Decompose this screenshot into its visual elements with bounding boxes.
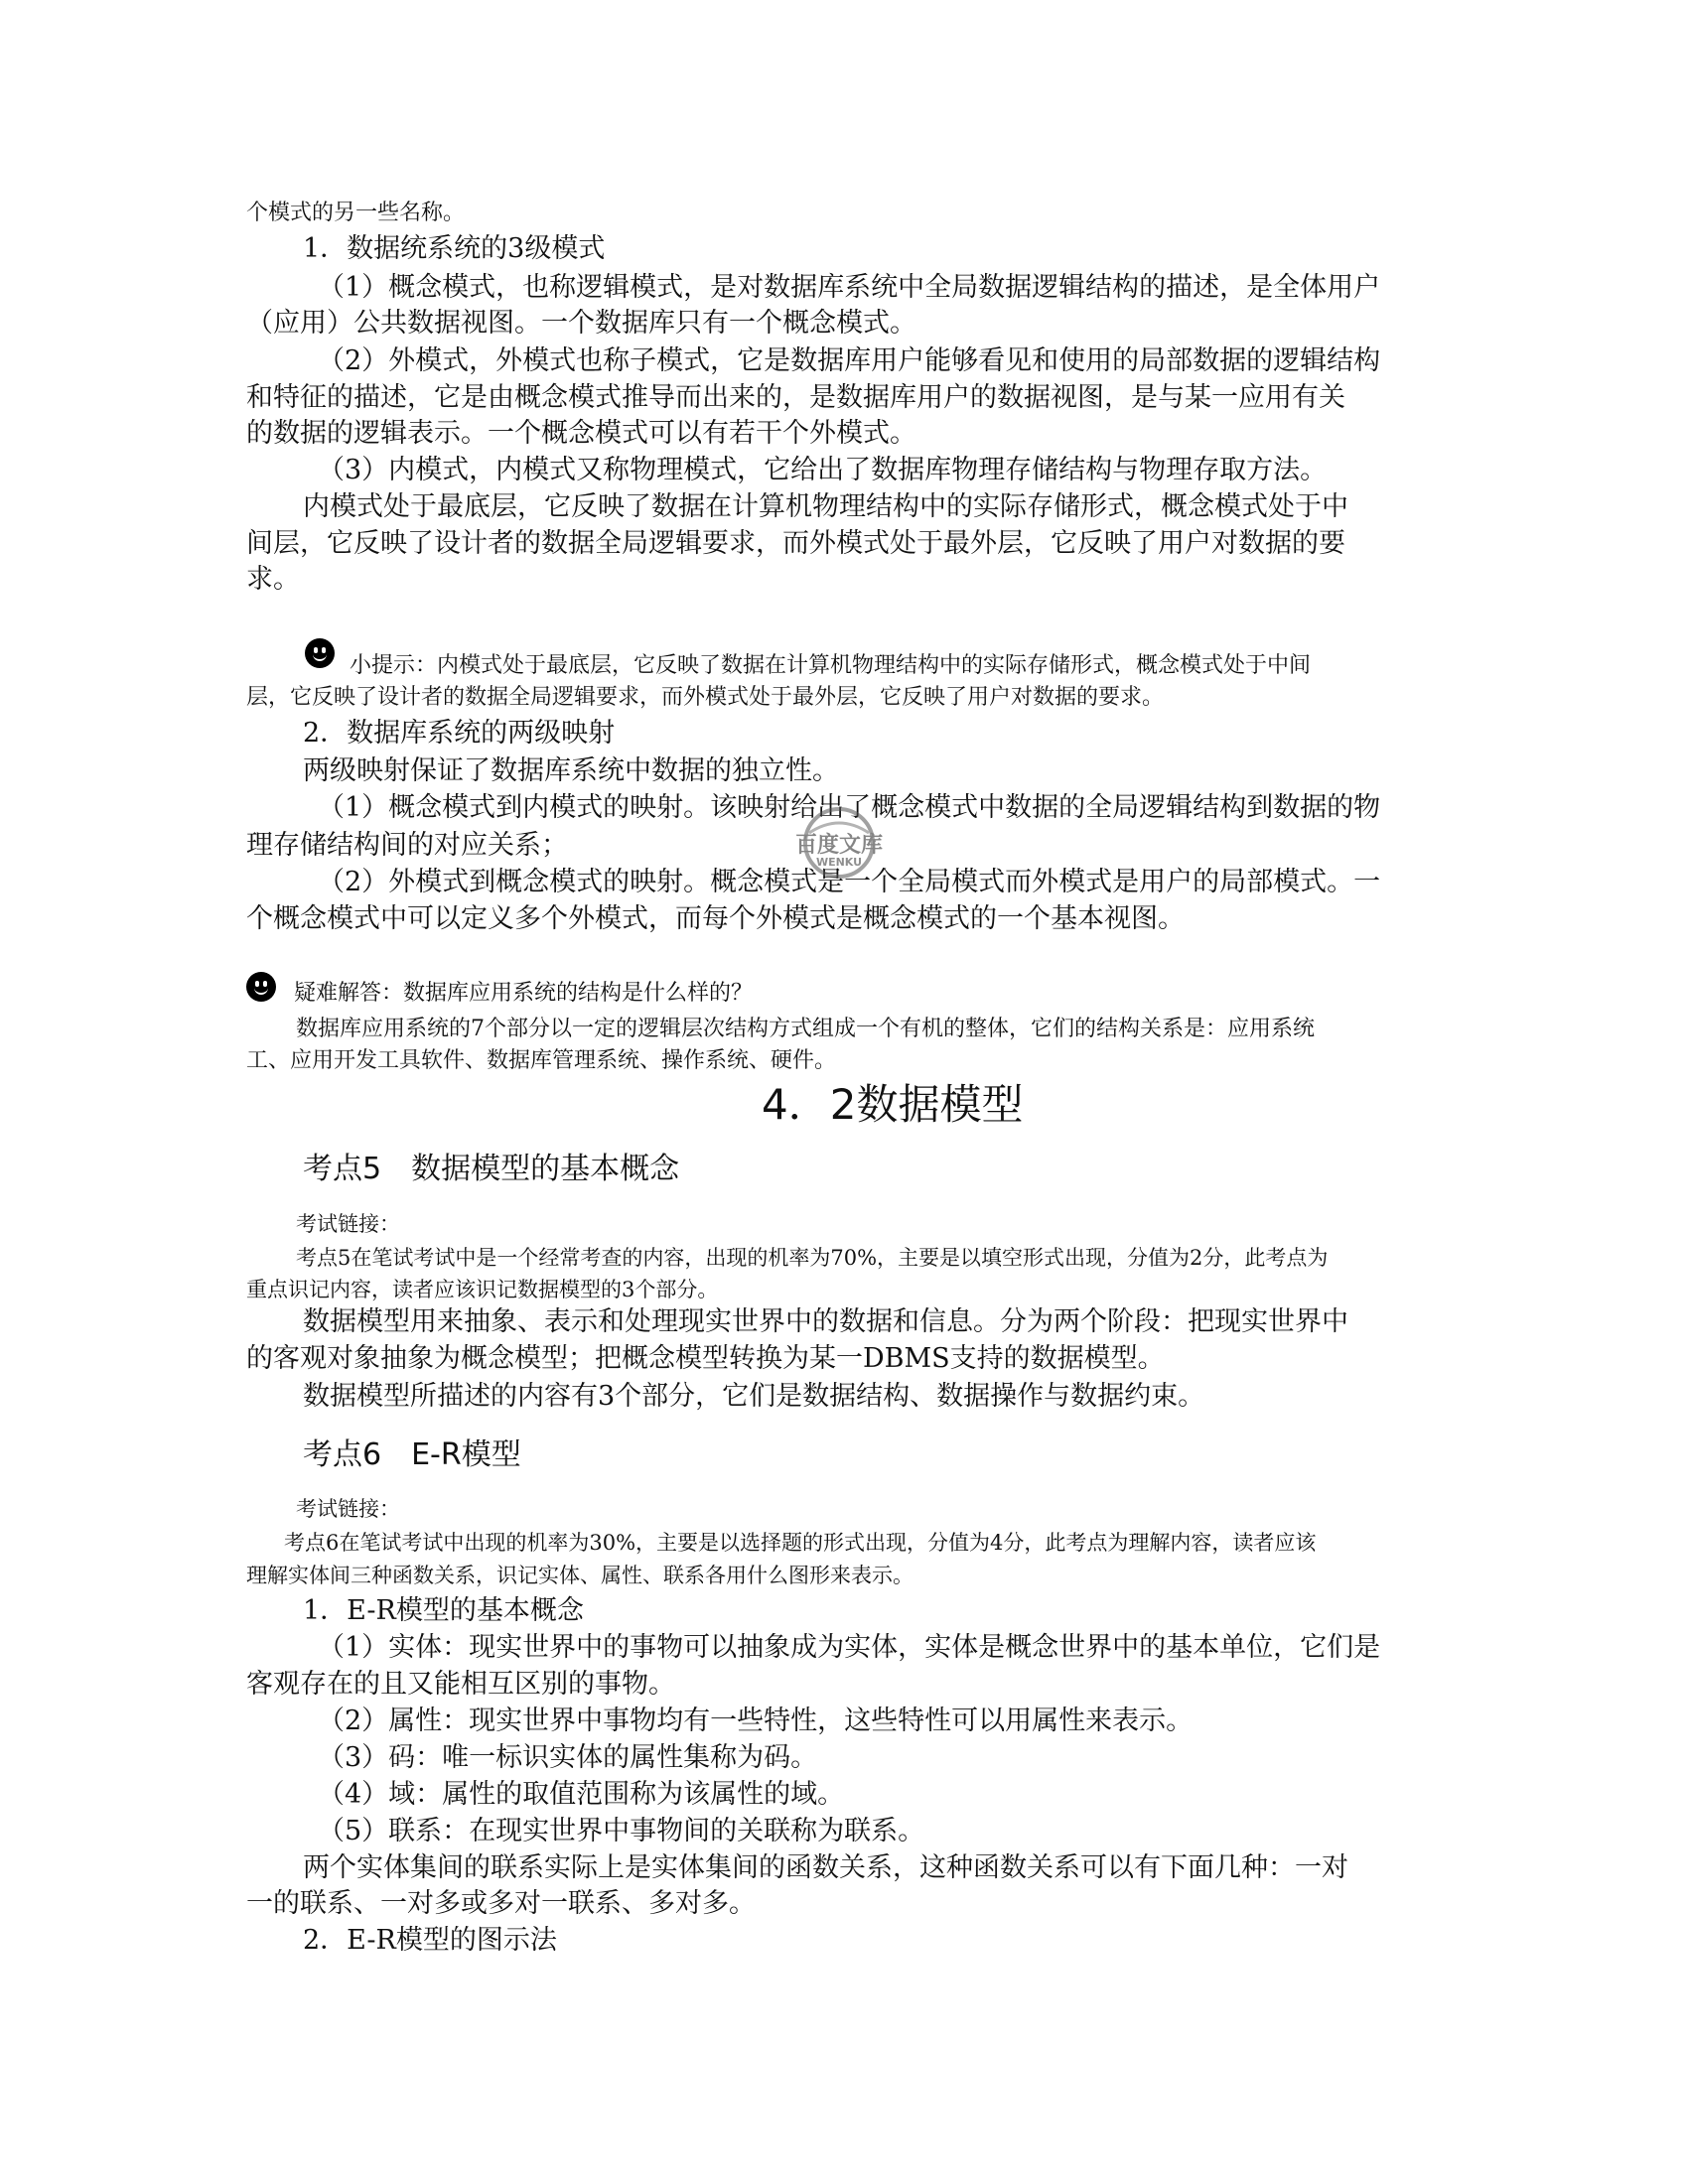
text-line-9: 间层，它反映了设计者的数据全局逻辑要求，而外模式处于最外层，它反映了用户对数据的要	[246, 528, 1345, 559]
qa-answer-line-1: 数据库应用系统的7个部分以一定的逻辑层次结构方式组成一个有机的整体，它们的结构关系是：应用系统	[296, 1017, 1316, 1041]
text-line-18: 个概念模式中可以定义多个外模式，而每个外模式是概念模式的一个基本视图。	[246, 903, 1185, 934]
exam-link-text-4: 理解实体间三种函数关系，识记实体、属性、联系各用什么图形来表示。	[246, 1564, 914, 1587]
qa-question: 疑难解答：数据库应用系统的结构是什么样的？	[294, 981, 754, 1006]
text-line-36: 客观存在的且又能相互区别的事物。	[246, 1669, 675, 1700]
watermark-sub-text: WENKU	[815, 856, 863, 869]
exam-link-label: 考试链接：	[296, 1212, 400, 1236]
text-line-2: （1）概念模式，也称逻辑模式，是对数据库系统中全局数据逻辑结构的描述，是全体用户	[318, 272, 1381, 303]
text-line-8: 内模式处于最底层，它反映了数据在计算机物理结构中的实际存储形式，概念模式处于中	[303, 491, 1348, 522]
kaodian5-heading: 考点5 数据模型的基本概念	[303, 1152, 680, 1186]
text-line-14: 两级映射保证了数据库系统中数据的独立性。	[303, 755, 839, 786]
exam-link-label-2: 考试链接：	[296, 1497, 400, 1521]
text-line-17: （2）外模式到概念模式的映射。概念模式是一个全局模式而外模式是用户的局部模式。一	[318, 867, 1381, 897]
text-line-38: （3）码：唯一标识实体的属性集称为码。	[318, 1742, 818, 1773]
smiley-icon	[305, 638, 335, 668]
baidu-wenku-watermark	[784, 798, 894, 887]
tip-line-2: 层，它反映了设计者的数据全局逻辑要求，而外模式处于最外层，它反映了用户对数据的要求。	[246, 685, 1165, 710]
kaodian6-heading: 考点6 E-R模型	[303, 1437, 521, 1472]
exam-link-text-3: 考点6在笔试考试中出现的机率为30%，主要是以选择题的形式出现，分值为4分，此考点为理解内容，读者应该	[284, 1531, 1317, 1555]
text-line-4: （2）外模式，外模式也称子模式，它是数据库用户能够看见和使用的局部数据的逻辑结构	[318, 345, 1381, 376]
section-heading-er-1: 1．E-R模型的基本概念	[303, 1595, 584, 1626]
text-line-3: （应用）公共数据视图。一个数据库只有一个概念模式。	[246, 308, 916, 339]
text-line-6: 的数据的逻辑表示。一个概念模式可以有若干个外模式。	[246, 418, 916, 449]
section-heading-er-2: 2．E-R模型的图示法	[303, 1925, 557, 1956]
text-line-16: 理存储结构间的对应关系；	[246, 830, 568, 861]
smiley-icon	[246, 972, 276, 1002]
chapter-title: 4．2数据模型	[762, 1080, 1024, 1129]
text-line-39: （4）域：属性的取值范围称为该属性的域。	[318, 1779, 845, 1810]
text-line-28: 的客观对象抽象为概念模型；把概念模型转换为某一DBMS支持的数据模型。	[246, 1343, 1165, 1374]
exam-link-text-2: 重点识记内容，读者应该识记数据模型的3个部分。	[246, 1278, 719, 1301]
text-line-0: 个模式的另一些名称。	[246, 201, 466, 225]
tip-line-1: 小提示：内模式处于最底层，它反映了数据在计算机物理结构中的实际存储形式，概念模式处于中间	[350, 653, 1312, 678]
watermark-main-text: 百度文库	[794, 833, 883, 858]
text-line-29: 数据模型所描述的内容有3个部分，它们是数据结构、数据操作与数据约束。	[303, 1381, 1205, 1412]
section-heading-2: 2．数据库系统的两级映射	[303, 718, 616, 749]
qa-answer-line-2: 工、应用开发工具软件、数据库管理系统、操作系统、硬件。	[246, 1048, 837, 1073]
text-line-42: 一的联系、一对多或多对一联系、多对多。	[246, 1888, 756, 1919]
text-line-27: 数据模型用来抽象、表示和处理现实世界中的数据和信息。分为两个阶段：把现实世界中	[303, 1306, 1348, 1337]
text-line-40: （5）联系：在现实世界中事物间的关联称为联系。	[318, 1816, 925, 1846]
text-line-37: （2）属性：现实世界中事物均有一些特性，这些特性可以用属性来表示。	[318, 1706, 1194, 1736]
text-line-5: 和特征的描述，它是由概念模式推导而出来的，是数据库用户的数据视图，是与某一应用有关	[246, 382, 1345, 413]
exam-link-text-1: 考点5在笔试考试中是一个经常考查的内容，出现的机率为70%，主要是以填空形式出现，分值为2分，此考点为	[296, 1246, 1329, 1270]
text-line-35: （1）实体：现实世界中的事物可以抽象成为实体，实体是概念世界中的基本单位，它们是	[318, 1632, 1381, 1663]
text-line-41: 两个实体集间的联系实际上是实体集间的函数关系，这种函数关系可以有下面几种：一对	[303, 1852, 1348, 1883]
text-line-15: （1）概念模式到内模式的映射。该映射给出了概念模式中数据的全局逻辑结构到数据的物	[318, 792, 1381, 823]
section-heading-1: 1．数据统系统的3级模式	[303, 233, 606, 264]
text-line-7: （3）内模式，内模式又称物理模式，它给出了数据库物理存储结构与物理存取方法。	[318, 455, 1328, 485]
text-line-10: 求。	[246, 564, 300, 595]
